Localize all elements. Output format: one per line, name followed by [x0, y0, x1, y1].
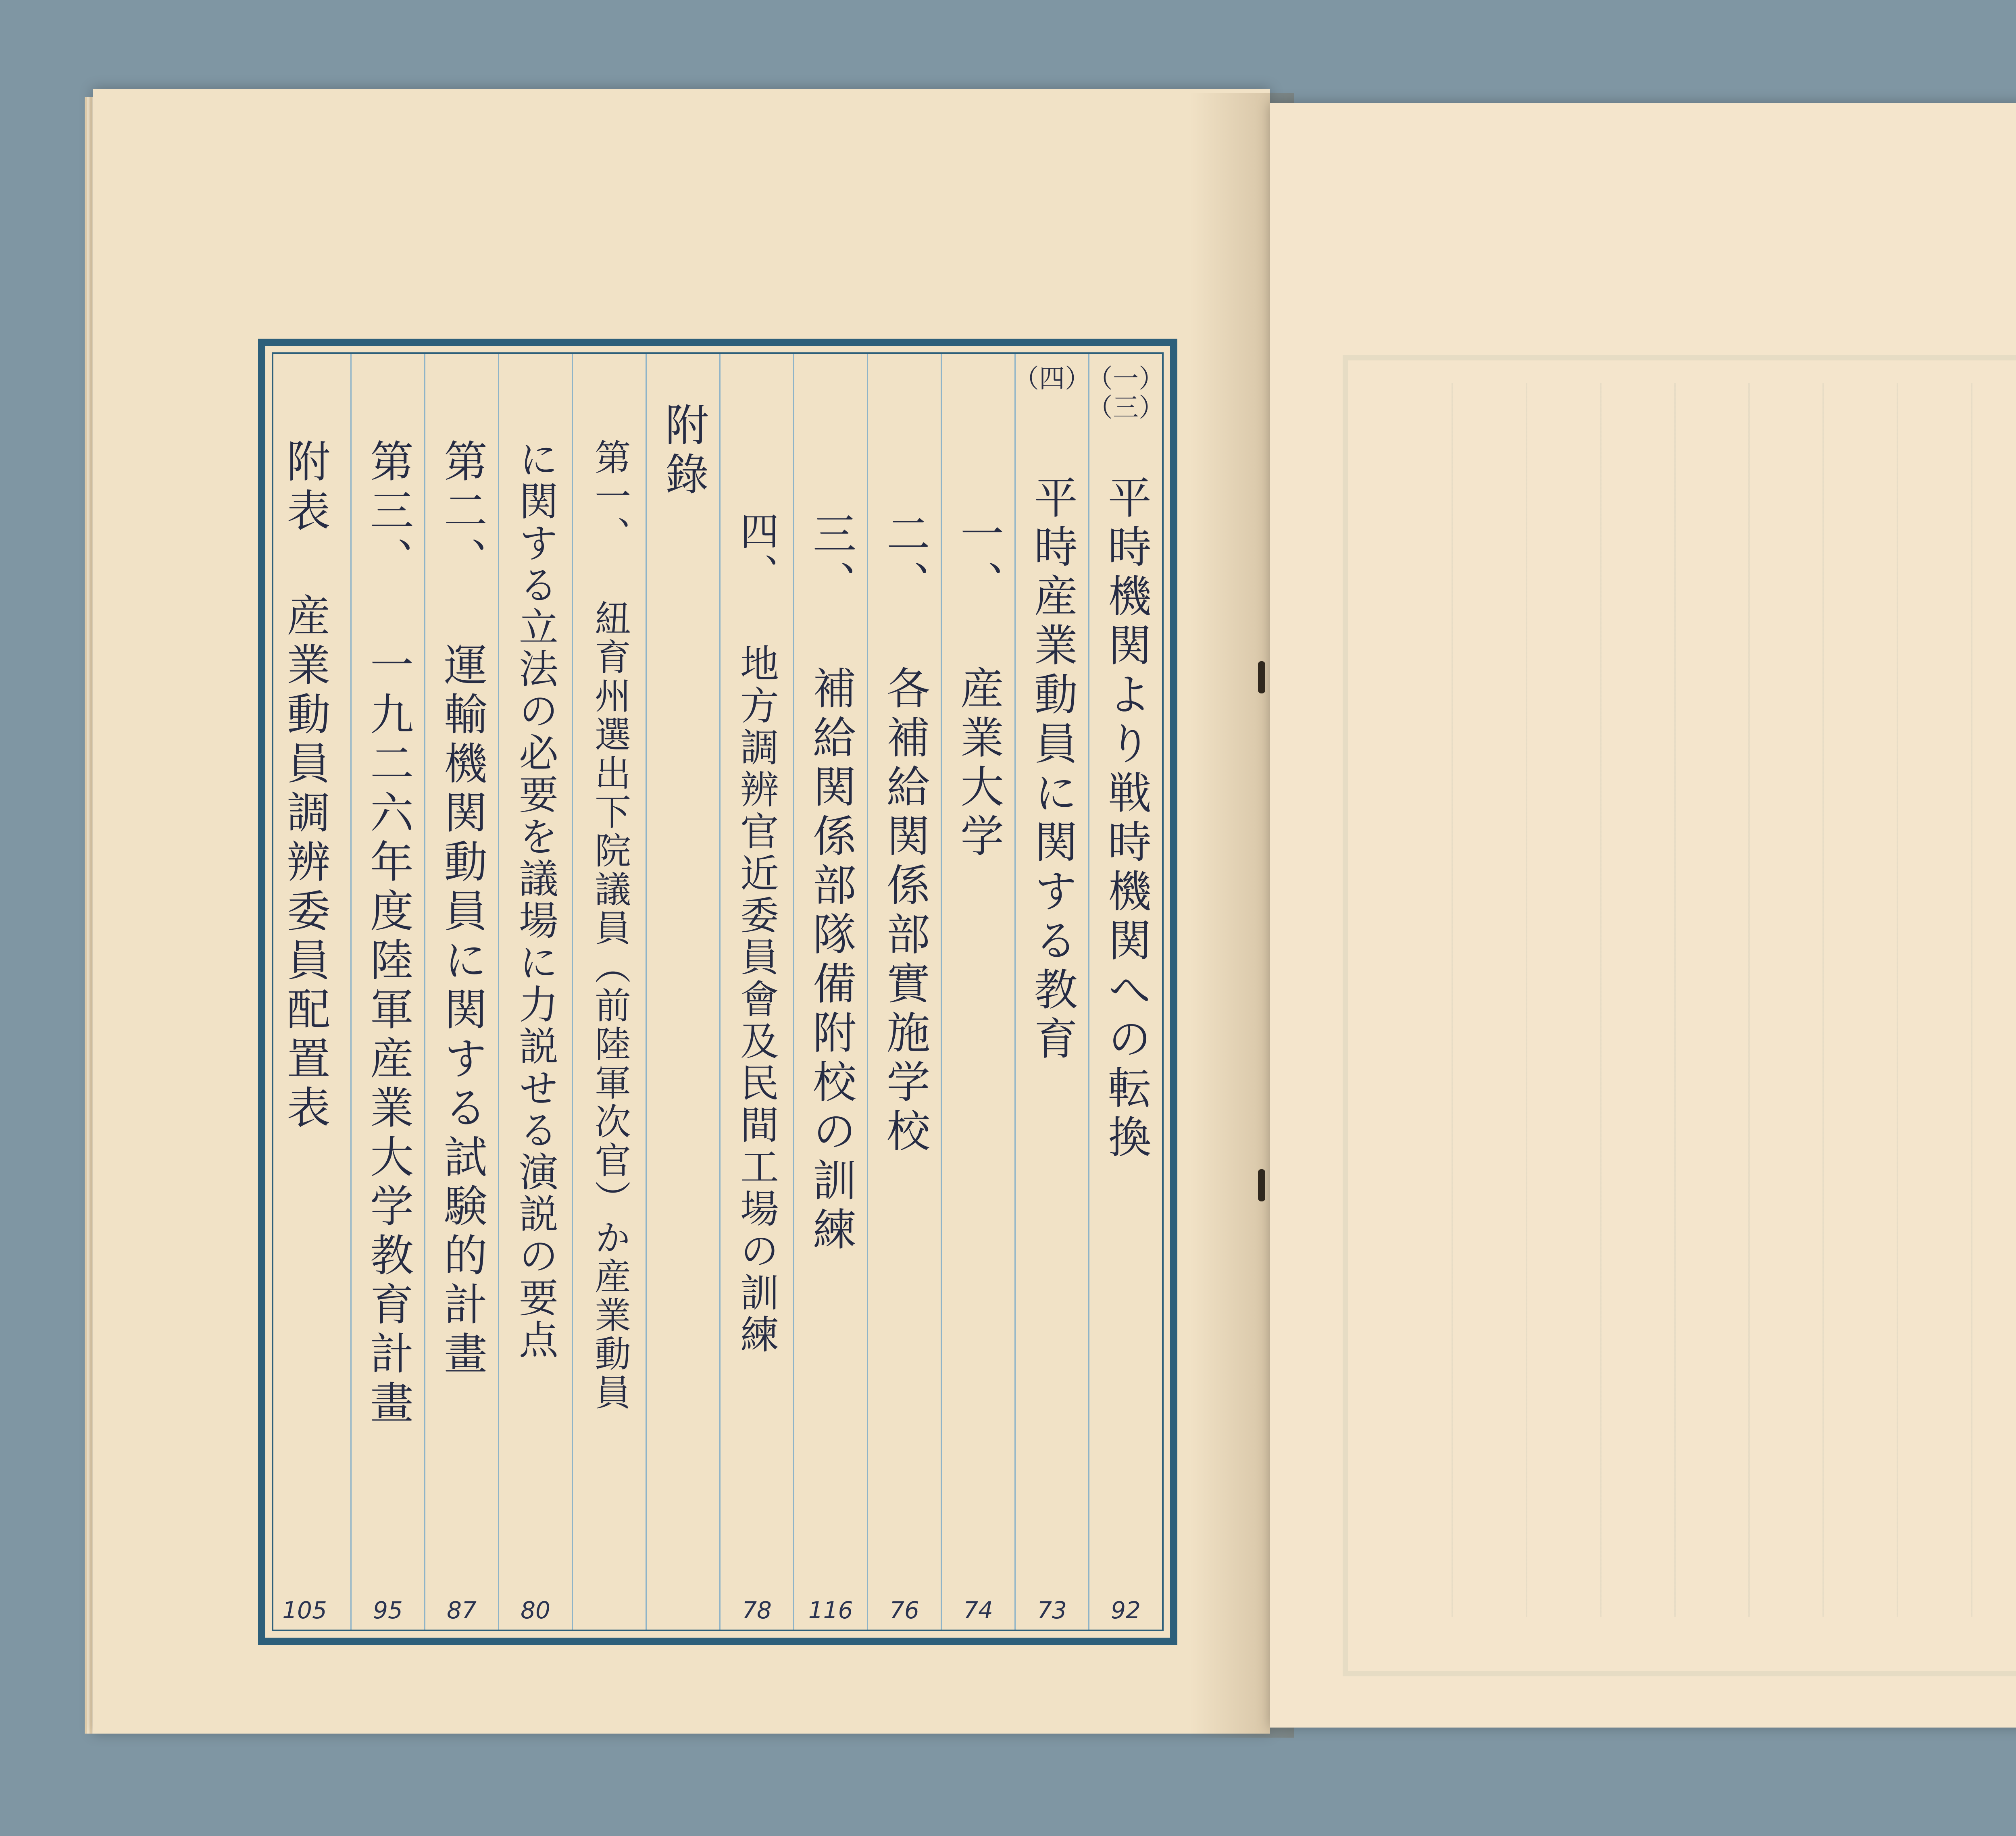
toc-column: [424, 354, 498, 1630]
toc-entry-label: 四、 地方調辨官近委員會及民間工場の訓練: [734, 511, 779, 1356]
toc-page-number: 80: [521, 1597, 550, 1624]
toc-column: [498, 354, 572, 1630]
contents-table-inner: [272, 352, 1164, 1631]
toc-page-number: 95: [373, 1597, 403, 1624]
toc-entry-label: 平時産業動員に関する教育: [1027, 475, 1077, 1065]
toc-column: [646, 354, 719, 1630]
toc-entry-label: 三、 補給関係部隊備附校の訓練: [805, 511, 856, 1256]
toc-column: [867, 354, 941, 1630]
toc-entry-label: 第二、 運輸機関動員に関する試験的計畫: [436, 439, 487, 1380]
toc-column: [259, 354, 350, 1630]
toc-entry-label: 平時機関より戦時機関への転換: [1100, 475, 1151, 1164]
toc-entry-label: 附表 産業動員調辨委員配置表: [279, 439, 330, 1134]
toc-entry-label: 第三、 一九二六年度陸軍産業大学教育計畫: [362, 439, 413, 1429]
toc-column: [719, 354, 793, 1630]
appendix-heading: 附錄: [658, 402, 708, 501]
toc-page-number: 76: [889, 1597, 919, 1624]
binding-hole-icon: [1258, 1169, 1265, 1201]
toc-column: [572, 354, 646, 1630]
section-number: （一） （三）: [1087, 364, 1164, 423]
toc-page-number: 92: [1111, 1597, 1141, 1624]
toc-column: [941, 354, 1014, 1630]
toc-entry-label: 第一、 紐育州選出下院議員（前陸軍次官）か産業動員: [588, 439, 631, 1412]
toc-entry-label: 二、 各補給関係部實施学校: [879, 511, 930, 1157]
toc-column: [1013, 354, 1091, 1630]
toc-entry-label: に関する立法の必要を議場に力説せる演説の要点: [512, 439, 558, 1361]
toc-page-number: 74: [963, 1597, 993, 1624]
toc-page-number: 87: [447, 1597, 477, 1624]
toc-page-number: 116: [808, 1597, 853, 1624]
toc-page-number: 78: [742, 1597, 772, 1624]
toc-column: [793, 354, 867, 1630]
toc-column: [350, 354, 424, 1630]
toc-page-number: 105: [282, 1597, 327, 1624]
show-through-lines: [1379, 383, 2016, 1617]
binding-hole-icon: [1258, 661, 1265, 693]
toc-column: [1088, 354, 1162, 1630]
section-number: （四）: [1013, 364, 1091, 394]
contents-table: [258, 339, 1177, 1645]
toc-entry-label: 一、 産業大学: [953, 511, 1004, 862]
toc-page-number: 73: [1037, 1597, 1067, 1624]
